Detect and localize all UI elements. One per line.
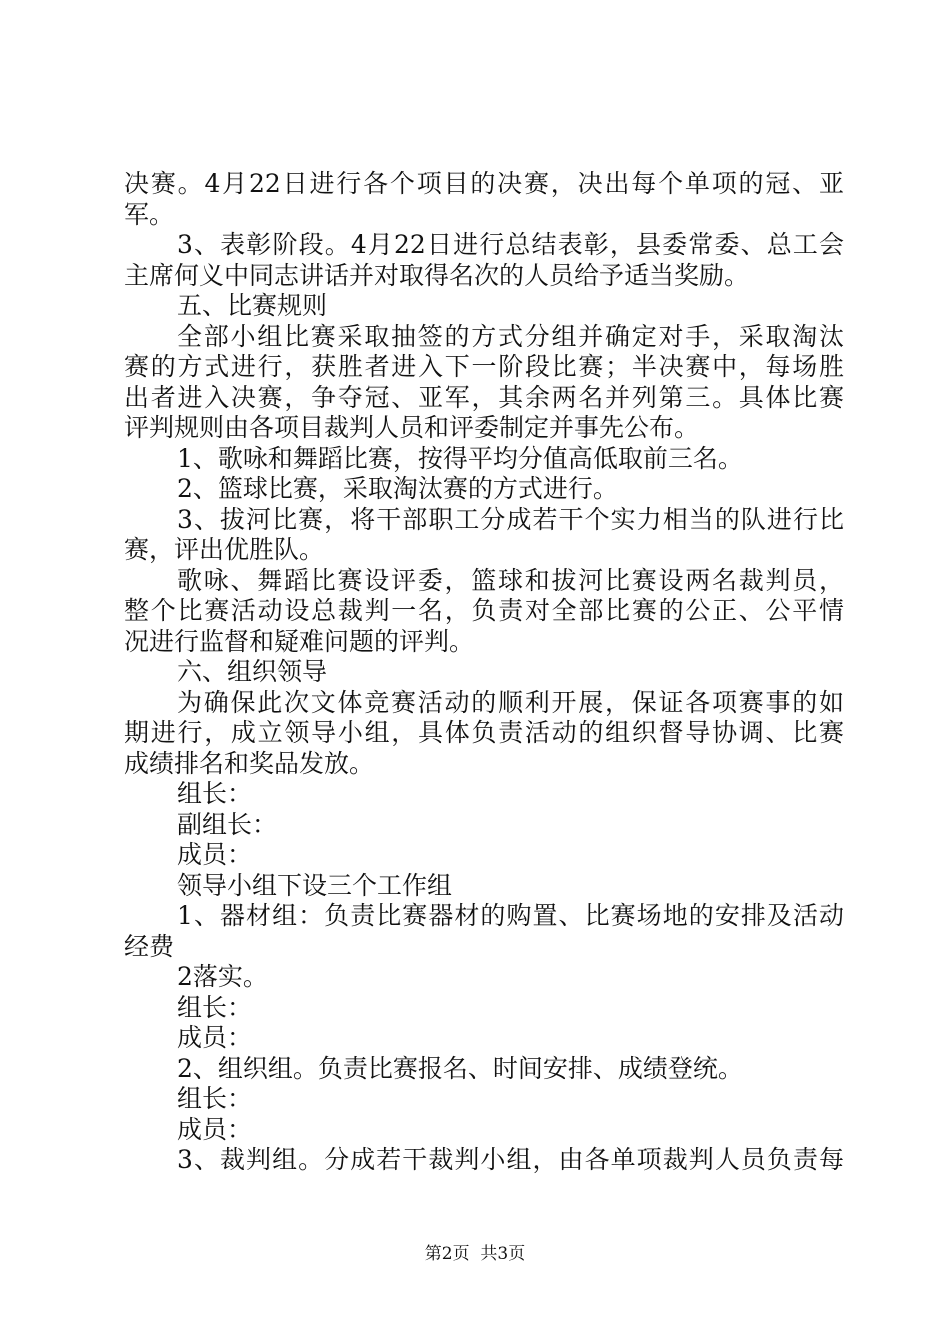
text-line: 3、拔河比赛，将干部职工分成若干个实力相当的队进行比 [177, 504, 844, 534]
text-line: 评判规则由各项目裁判人员和评委制定并事先公布。 [124, 413, 700, 442]
text-line: 组长： [177, 1084, 253, 1113]
text-line: 成绩排名和奖品发放。 [124, 748, 375, 778]
text-line: 3、裁判组。分成若干裁判小组，由各单项裁判人员负责每 [177, 1145, 844, 1174]
page-footer: 第2页 共3页 [424, 1244, 526, 1264]
text-line: 1、歌咏和舞蹈比赛，按得平均分值高低取前三名。 [177, 443, 743, 473]
text-line: 副组长： [177, 809, 278, 839]
text-line: 赛，评出优胜队。 [124, 535, 325, 564]
text-line: 主席何义中同志讲话并对取得名次的人员给予适当奖励。 [124, 260, 750, 290]
text-line: 2、篮球比赛，采取淘汰赛的方式进行。 [177, 474, 618, 503]
text-line: 况进行监督和疑难问题的评判。 [124, 626, 475, 656]
text-line: 组长： [177, 779, 253, 808]
text-line: 成员： [177, 840, 253, 869]
text-line: 成员： [177, 1114, 253, 1144]
text-line: 期进行，成立领导小组，具体负责活动的组织督导协调、比赛 [124, 718, 844, 747]
text-line: 为确保此次文体竞赛活动的顺利开展，保证各项赛事的如 [177, 687, 844, 717]
text-line: 全部小组比赛采取抽签的方式分组并确定对手，采取淘汰 [177, 321, 844, 351]
document-body [124, 169, 844, 1176]
text-line: 组长： [177, 992, 253, 1022]
text-line: 出者进入决赛，争夺冠、亚军，其余两名并列第三。具体比赛 [124, 382, 844, 412]
text-line: 领导小组下设三个工作组 [177, 870, 453, 900]
text-line: 决赛。4月22日进行各个项目的决赛，决出每个单项的冠、亚 [124, 169, 844, 198]
text-line: 1、器材组：负责比赛器材的购置、比赛场地的安排及活动 [177, 901, 844, 930]
text-line: 军。 [124, 199, 175, 229]
text-line: 歌咏、舞蹈比赛设评委，篮球和拔河比赛设两名裁判员， [177, 565, 844, 595]
text-line: 整个比赛活动设总裁判一名，负责对全部比赛的公正、公平情 [124, 596, 844, 625]
text-line: 2落实。 [177, 962, 268, 991]
text-line: 赛的方式进行，获胜者进入下一阶段比赛；半决赛中，每场胜 [124, 352, 844, 381]
text-line: 经费 [124, 931, 175, 961]
text-line: 3、表彰阶段。4月22日进行总结表彰，县委常委、总工会 [177, 230, 844, 259]
text-line: 成员： [177, 1023, 253, 1052]
text-line: 六、组织领导 [177, 657, 328, 686]
text-line: 五、比赛规则 [177, 291, 328, 320]
text-line: 2、组织组。负责比赛报名、时间安排、成绩登统。 [177, 1053, 743, 1083]
